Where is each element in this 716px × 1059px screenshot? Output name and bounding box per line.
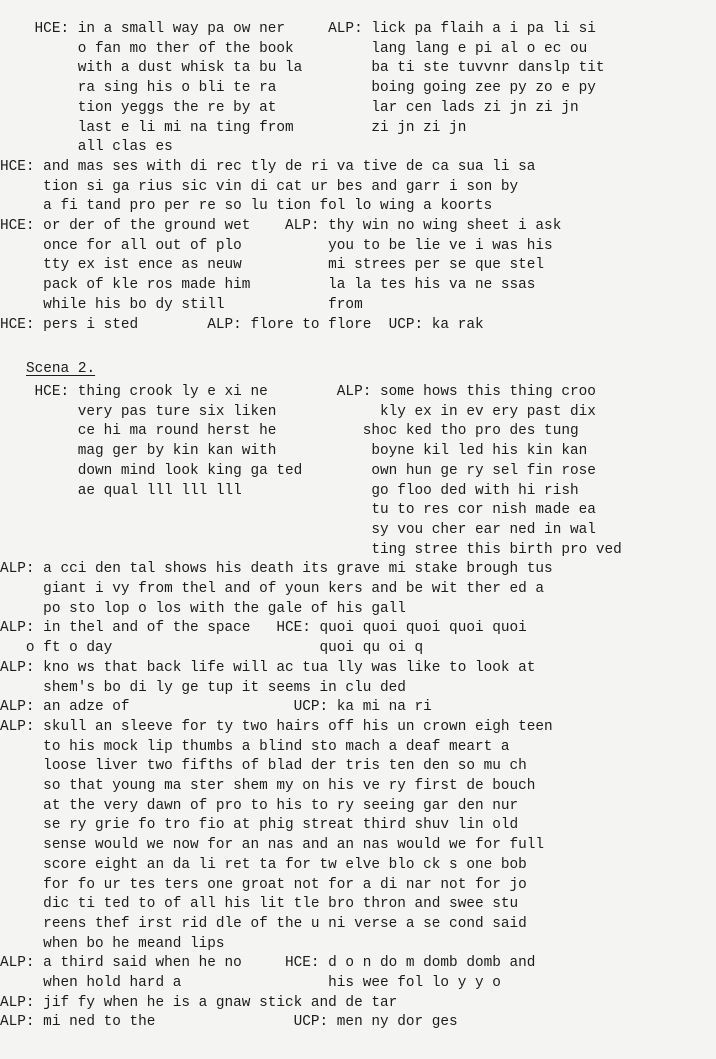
scena-heading: Scena 2. bbox=[26, 361, 96, 377]
script-line: so that young ma ster shem my on his ve ry first de bouch bbox=[0, 778, 536, 794]
script-line: while his bo dy still from bbox=[0, 296, 363, 313]
script-line: sense would we now for an nas and an nas would we for full bbox=[0, 837, 545, 854]
script-line: tion si ga rius sic vin di cat ur bes and garr i son by bbox=[0, 178, 519, 195]
script-line: po sto lop o los with the gale of his gall bbox=[0, 600, 406, 617]
script-line: mag ger by kin kan with boyne kil led his kin kan bbox=[0, 443, 588, 460]
script-line: down mind look king ga ted own hun ge ry sel fin rose bbox=[0, 462, 596, 479]
script-line: all clas es bbox=[0, 139, 173, 156]
script-line: HCE: or der of the ground wet ALP: thy win no wing sheet i ask bbox=[0, 218, 562, 234]
script-line: a fi tand pro per re so lu tion fol lo wing a koorts bbox=[0, 198, 493, 215]
script-line: loose liver two fifths of blad der tris ten den so mu ch bbox=[0, 758, 527, 775]
script-line: HCE: pers i sted ALP: flore to flore UCP: ka rak bbox=[0, 316, 484, 333]
script-line: when hold hard a his wee fol lo y y o bbox=[0, 975, 501, 991]
script-line: tion yeggs the re by at lar cen lads zi jn zi jn bbox=[0, 99, 579, 116]
script-line: sy vou cher ear ned in wal bbox=[0, 521, 596, 538]
script-line: shem's bo di ly ge tup it seems in clu ded bbox=[0, 679, 406, 696]
script-line: ALP: an adze of UCP: ka mi na ri bbox=[0, 699, 432, 716]
script-line: ALP: skull an sleeve for ty two hairs off his un crown eigh teen bbox=[0, 718, 553, 735]
script-line: to his mock lip thumbs a blind sto mach a deaf meart a bbox=[0, 738, 510, 755]
script-line: o ft o day quoi qu oi q bbox=[0, 640, 424, 657]
script-line: ting stree this birth pro ved bbox=[0, 541, 622, 558]
script-line: ALP: kno ws that back life will ac tua lly was like to look at bbox=[0, 659, 536, 676]
script-line: giant i vy from thel and of youn kers and be wit ther ed a bbox=[0, 581, 545, 597]
script-line: ra sing his o bli te ra boing going zee py zo e py bbox=[0, 80, 596, 97]
script-line: ae qual lll lll lll go floo ded with hi rish bbox=[0, 482, 579, 499]
script-line: ALP: in thel and of the space HCE: quoi quoi quoi quoi quoi bbox=[0, 620, 527, 637]
script-line: dic ti ted to of all his lit tle bro thron and swee stu bbox=[0, 896, 519, 913]
script-line: HCE: in a small way pa ow ner ALP: lick pa flaih a i pa li si bbox=[0, 21, 596, 37]
script-line: for fo ur tes ters one groat not for a di nar not for jo bbox=[0, 876, 527, 893]
script-line: at the very dawn of pro to his to ry seeing gar den nur bbox=[0, 797, 519, 814]
script-line: once for all out of plo you to be lie ve i was his bbox=[0, 237, 553, 254]
script-line: ALP: a cci den tal shows his death its grave mi stake brough tus bbox=[0, 561, 553, 578]
script-line: ALP: a third said when he no HCE: d o n do m domb domb and bbox=[0, 955, 536, 972]
script-line: ALP: mi ned to the UCP: men ny dor ges bbox=[0, 1014, 458, 1031]
script-line: very pas ture six liken kly ex in ev ery past dix bbox=[0, 403, 596, 420]
script-line: ce hi ma round herst he shoc ked tho pro des tung bbox=[0, 423, 579, 440]
script-line: with a dust whisk ta bu la ba ti ste tuvvnr danslp tit bbox=[0, 60, 605, 77]
script-line: reens thef irst rid dle of the u ni verse a se cond said bbox=[0, 915, 527, 932]
script-line: o fan mo ther of the book lang lang e pi al o ec ou bbox=[0, 40, 588, 57]
script-line: pack of kle ros made him la la tes his va ne ssas bbox=[0, 277, 536, 294]
script-line: score eight an da li ret ta for tw elve blo ck s one bob bbox=[0, 856, 527, 873]
script-line: HCE: and mas ses with di rec tly de ri va tive de ca sua li sa bbox=[0, 158, 536, 175]
script-line: when bo he meand lips bbox=[0, 935, 225, 952]
script-line: se ry grie fo tro fio at phig streat third shuv lin old bbox=[0, 817, 519, 834]
script-line: last e li mi na ting from zi jn zi jn bbox=[0, 119, 467, 136]
script-line: tty ex ist ence as neuw mi strees per se que stel bbox=[0, 257, 545, 274]
script-line: HCE: thing crook ly e xi ne ALP: some hows this thing croo bbox=[0, 384, 596, 400]
script-line: ALP: jif fy when he is a gnaw stick and de tar bbox=[0, 994, 398, 1011]
script-line: tu to res cor nish made ea bbox=[0, 502, 596, 519]
